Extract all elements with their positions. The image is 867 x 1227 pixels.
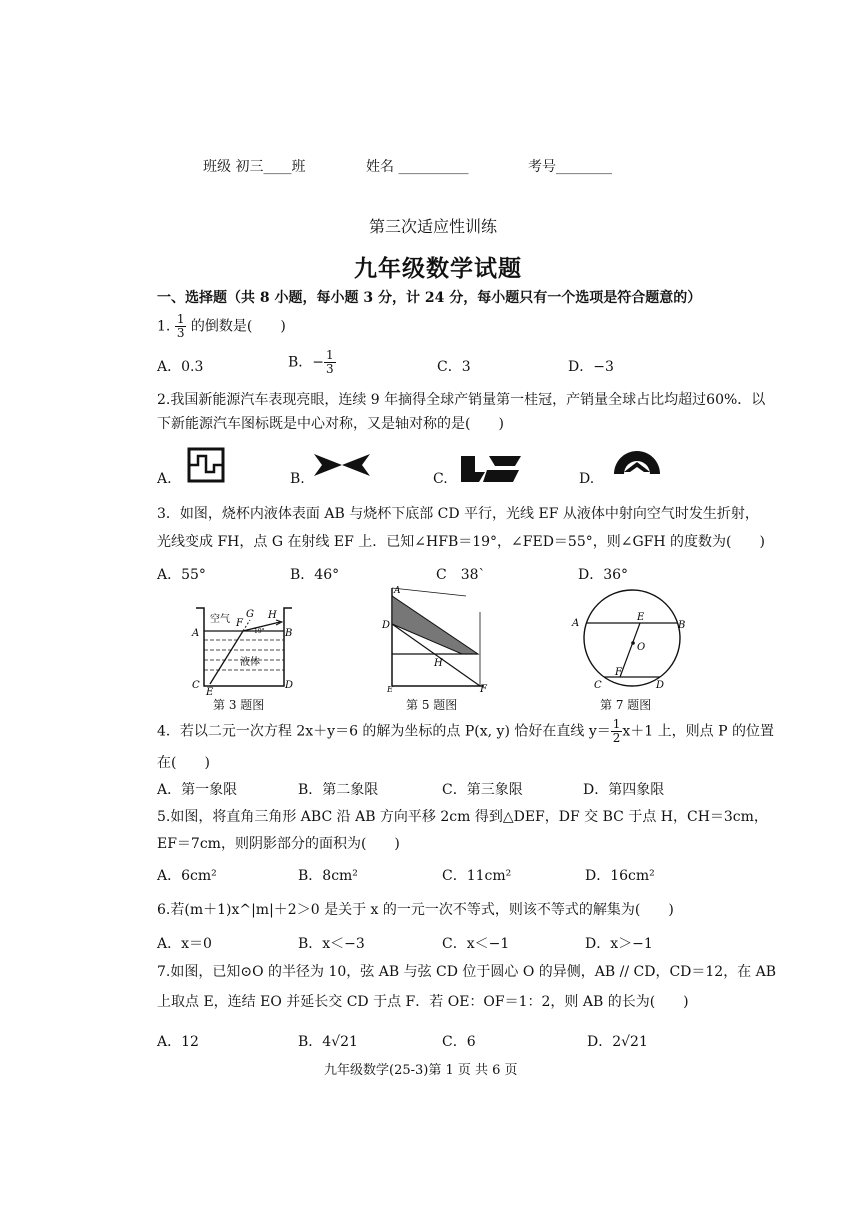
label-F: F xyxy=(615,667,622,678)
car-logo-a-icon xyxy=(186,446,226,484)
q1-option-a: A．0.3 xyxy=(157,359,204,375)
label-F: F xyxy=(480,684,487,694)
q7-option-d: D．2√21 xyxy=(587,1034,648,1050)
question-2-line-1: 2.我国新能源汽车表现亮眼，连续 9 年摘得全球产销量第一桂冠，产销量全球占比均超过60%．以 xyxy=(157,392,766,408)
q6-option-c: C．x＜−1 xyxy=(442,936,510,952)
label-G: G xyxy=(246,609,254,620)
q2-option-a: A. xyxy=(157,471,172,487)
label-F: F xyxy=(236,618,243,629)
q2-option-b: B. xyxy=(290,471,305,487)
page-footer: 九年级数学(25-3)第 1 页 共 6 页 xyxy=(324,1063,518,1078)
fraction: $\frac{1}{3}$ xyxy=(176,312,185,340)
figure-3-beaker xyxy=(188,600,300,696)
label-D: D xyxy=(656,680,665,691)
q3-option-a: A．55° xyxy=(157,567,206,583)
exam-id-field: 考号________ xyxy=(528,159,612,175)
label-E: E xyxy=(387,685,393,694)
question-5-line-1: 5.如图，将直角三角形 ABC 沿 AB 方向平移 2cm 得到△DEF，DF 交 BC 于点 H，CH＝3cm， xyxy=(157,809,768,825)
label-air: 空气 xyxy=(210,614,230,625)
question-3-line-1: 3．如图，烧杯内液体表面 AB 与烧杯下底部 CD 平行，光线 EF 从液体中射向空气时发生折射， xyxy=(157,506,759,522)
q5-option-b: B．8cm² xyxy=(298,868,358,884)
q6-option-a: A．x＝0 xyxy=(157,936,212,952)
figure-3-caption: 第 3 题图 xyxy=(213,698,265,712)
label-liquid: 液体 xyxy=(240,657,260,668)
exam-subtitle: 第三次适应性训练 xyxy=(369,217,498,236)
q1-option-d: D．−3 xyxy=(568,359,614,375)
question-3-line-2: 光线变成 FH，点 G 在射线 EF 上．已知∠HFB＝19°，∠FED＝55°，则∠GFH 的度数为( ) xyxy=(157,534,765,550)
q7-option-b: B．4√21 xyxy=(298,1034,358,1050)
label-A: A xyxy=(394,586,401,596)
q3-option-b: B．46° xyxy=(290,567,340,583)
car-logo-c-icon xyxy=(459,454,523,484)
q3-option-c: C 38` xyxy=(436,567,486,583)
q5-option-a: A．6cm² xyxy=(157,868,217,884)
question-text: 的倒数是( ) xyxy=(190,318,286,335)
label-angle: 19° xyxy=(254,628,265,635)
label-E: E xyxy=(206,687,214,696)
question-1 xyxy=(157,313,286,340)
label-A: A xyxy=(192,628,200,639)
label-E: E xyxy=(637,612,645,623)
label-C: C xyxy=(192,680,200,691)
label-D: D xyxy=(382,620,391,631)
q1-option-c: C．3 xyxy=(437,359,471,375)
question-5-line-2: EF＝7cm，则阴影部分的面积为( ) xyxy=(157,836,400,852)
question-6-line-1: 6.若(m＋1)x^|m|＋2＞0 是关于 x 的一元一次不等式，则该不等式的解集为( ) xyxy=(157,902,674,918)
q5-option-d: D．16cm² xyxy=(585,868,655,884)
question-7-line-2: 上取点 E，连结 EO 并延长交 CD 于点 F．若 OE：OF＝1：2，则 AB 的长为( ) xyxy=(157,994,689,1010)
label-H: H xyxy=(268,610,277,621)
figure-7-caption: 第 7 题图 xyxy=(600,698,652,712)
question-number: 1. xyxy=(157,318,171,335)
label-A: A xyxy=(572,618,580,629)
q2-option-c: C. xyxy=(433,471,448,487)
question-4-line-1: 4．若以二元一次方程 2x＋y＝6 的解为坐标的点 P(x, y) 恰好在直线 y＝ $\frac{1}{2}$ x＋1 上，则点 P 的位置 xyxy=(157,717,774,745)
q3-option-d: D．36° xyxy=(578,567,629,583)
label-B: B xyxy=(678,620,686,631)
section-heading: 一、选择题（共 8 小题，每小题 3 分，计 24 分，每小题只有一个选项是符合题意的） xyxy=(157,290,702,306)
figure-7-circle xyxy=(570,582,690,694)
q5-option-c: C．11cm² xyxy=(442,868,512,884)
label-C: C xyxy=(594,680,602,691)
q4-option-d: D．第四象限 xyxy=(583,782,665,798)
label-O: O xyxy=(637,642,646,653)
class-field: 班级 初三____班 xyxy=(203,159,306,175)
name-field: 姓名 __________ xyxy=(366,159,469,175)
q4-option-b: B．第二象限 xyxy=(298,782,379,798)
q2-option-d: D. xyxy=(579,471,595,487)
exam-title: 九年级数学试题 xyxy=(354,255,522,282)
figure-5-caption: 第 5 题图 xyxy=(406,698,458,712)
q6-option-b: B．x＜−3 xyxy=(298,936,365,952)
car-logo-d-icon xyxy=(610,438,664,478)
q1-option-b: B．− $\frac{1}{3}$ xyxy=(288,348,334,376)
figure-5-triangles xyxy=(380,582,492,694)
car-logo-b-icon xyxy=(312,452,372,478)
label-H: H xyxy=(434,658,443,669)
fraction: $\frac{1}{2}$ xyxy=(612,717,621,745)
q4-option-c: C．第三象限 xyxy=(442,782,523,798)
q4-option-a: A．第一象限 xyxy=(157,782,238,798)
label-B: B xyxy=(285,628,293,639)
question-7-line-1: 7.如图，已知⊙O 的半径为 10，弦 AB 与弦 CD 位于圆心 O 的异侧，AB // CD，CD＝12，在 AB xyxy=(157,964,777,980)
question-2-line-2: 下新能源汽车图标既是中心对称，又是轴对称的是( ) xyxy=(157,416,504,432)
q7-option-a: A．12 xyxy=(157,1034,199,1050)
question-4-line-2: 在( ) xyxy=(157,755,210,771)
fraction: $\frac{1}{3}$ xyxy=(326,348,334,376)
q6-option-d: D．x＞−1 xyxy=(585,936,653,952)
label-D: D xyxy=(285,680,294,691)
q7-option-c: C．6 xyxy=(442,1034,476,1050)
